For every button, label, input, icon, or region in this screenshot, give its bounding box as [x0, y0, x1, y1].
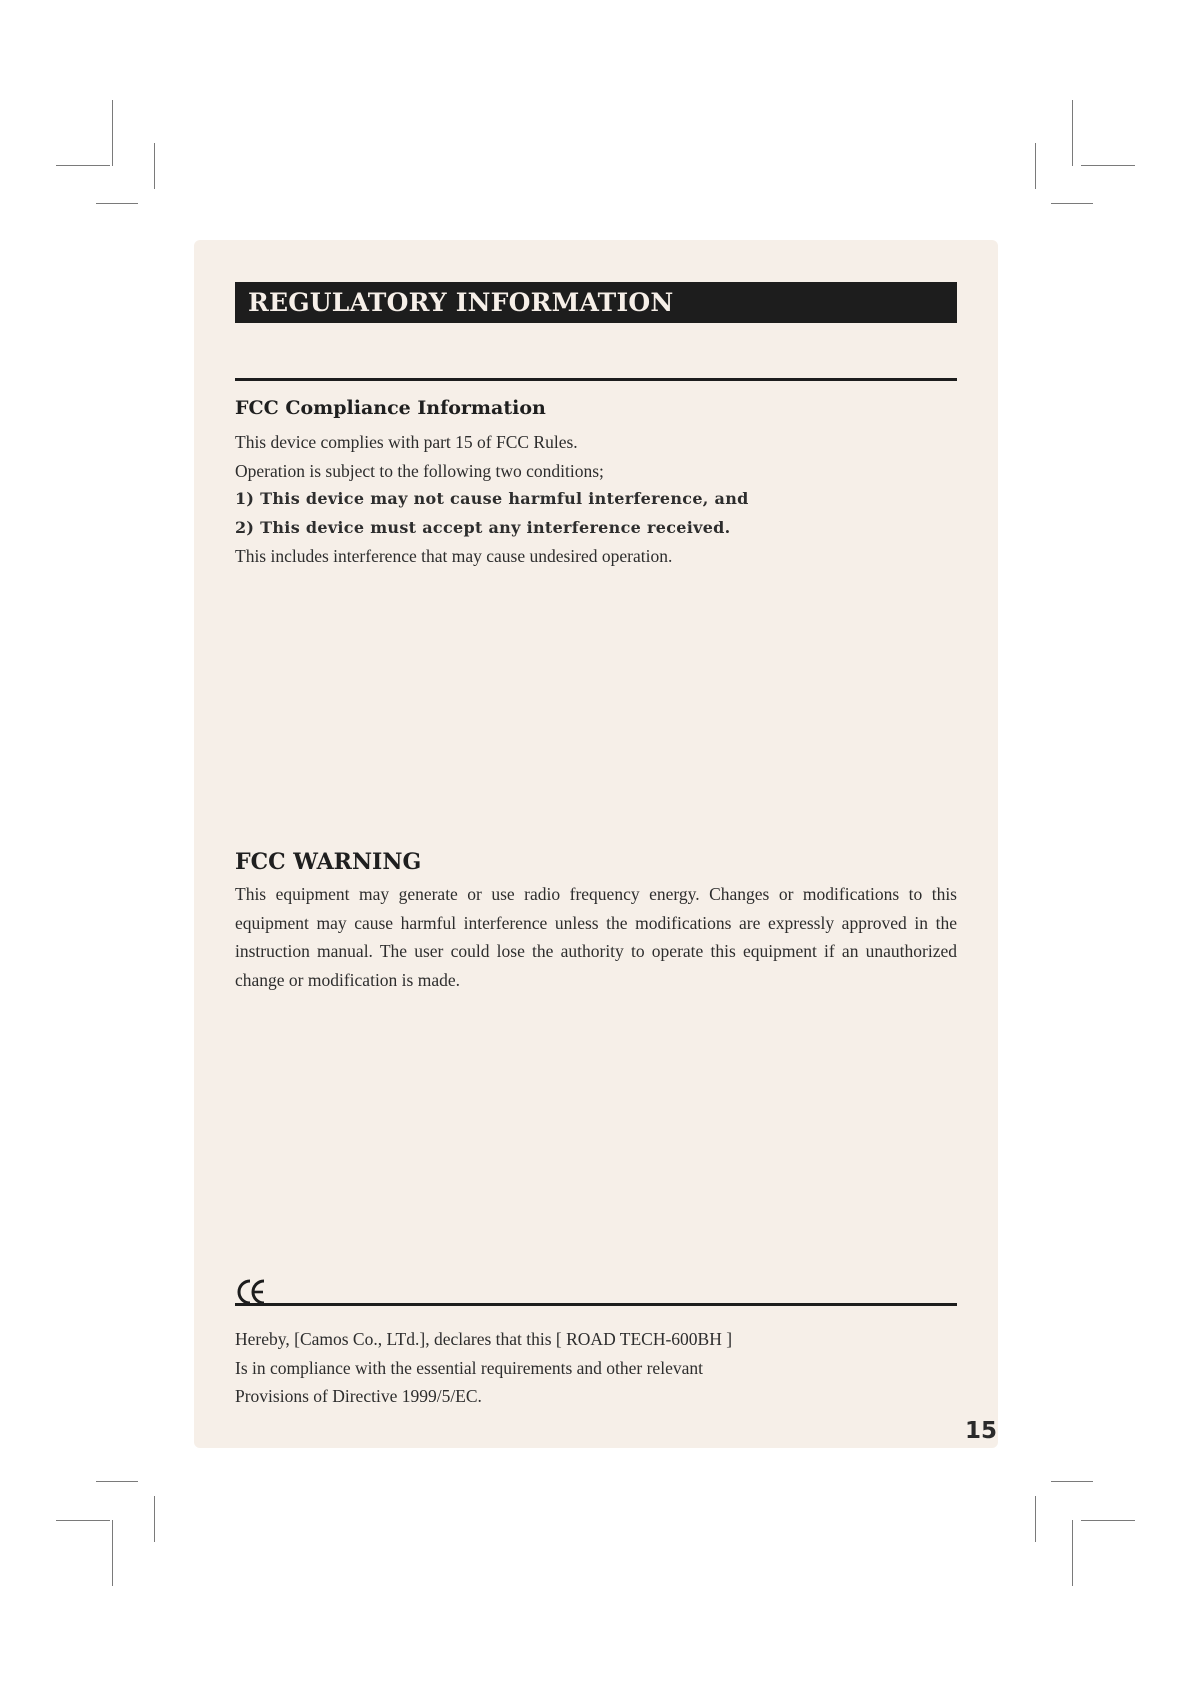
crop-mark	[1081, 1520, 1135, 1521]
crop-mark	[112, 1520, 113, 1586]
fcc-warning-body: This equipment may generate or use radio frequency energy. Changes or modifications to this equipment may cause harmful interference unless the modifications are expressly approved in the instruction manual. The user could lose the authority to operate this equipment if an unauthorized change or modification is made.	[235, 884, 957, 990]
crop-mark	[1051, 203, 1093, 204]
crop-mark	[96, 203, 138, 204]
crop-mark	[154, 1496, 155, 1542]
fcc-warning-heading: FCC WARNING	[235, 849, 422, 875]
condition-line: 2) This device must accept any interference received.	[235, 517, 731, 537]
crop-mark	[1072, 1520, 1073, 1586]
fcc-compliance-section	[235, 396, 957, 571]
crop-mark	[56, 1520, 110, 1521]
crop-mark	[154, 143, 155, 189]
crop-mark	[1072, 100, 1073, 166]
page-number: 15	[965, 1418, 998, 1444]
fcc-compliance-heading: FCC Compliance Information	[235, 397, 546, 419]
compliance-closing: This includes interference that may cause undesired operation.	[235, 546, 673, 566]
compliance-line: This device complies with part 15 of FCC Rules.	[235, 432, 578, 452]
section-divider	[235, 1303, 957, 1306]
ce-declaration-section	[235, 1325, 957, 1411]
crop-mark	[96, 1481, 138, 1482]
crop-mark	[112, 100, 113, 166]
crop-mark	[1035, 143, 1036, 189]
crop-mark	[1035, 1496, 1036, 1542]
condition-line: 1) This device may not cause harmful interference, and	[235, 489, 749, 508]
page-title: REGULATORY INFORMATION	[235, 282, 957, 323]
crop-mark	[1081, 165, 1135, 166]
declaration-line: Hereby, [Camos Co., LTd.], declares that this [ ROAD TECH-600BH ]	[235, 1329, 733, 1349]
crop-mark	[1051, 1481, 1093, 1482]
fcc-warning-section	[235, 848, 957, 994]
crop-mark	[56, 165, 110, 166]
declaration-line: Provisions of Directive 1999/5/EC.	[235, 1386, 482, 1406]
section-divider	[235, 378, 957, 381]
declaration-line: Is in compliance with the essential requirements and other relevant	[235, 1357, 703, 1378]
compliance-line: Operation is subject to the following two conditions;	[235, 460, 604, 481]
